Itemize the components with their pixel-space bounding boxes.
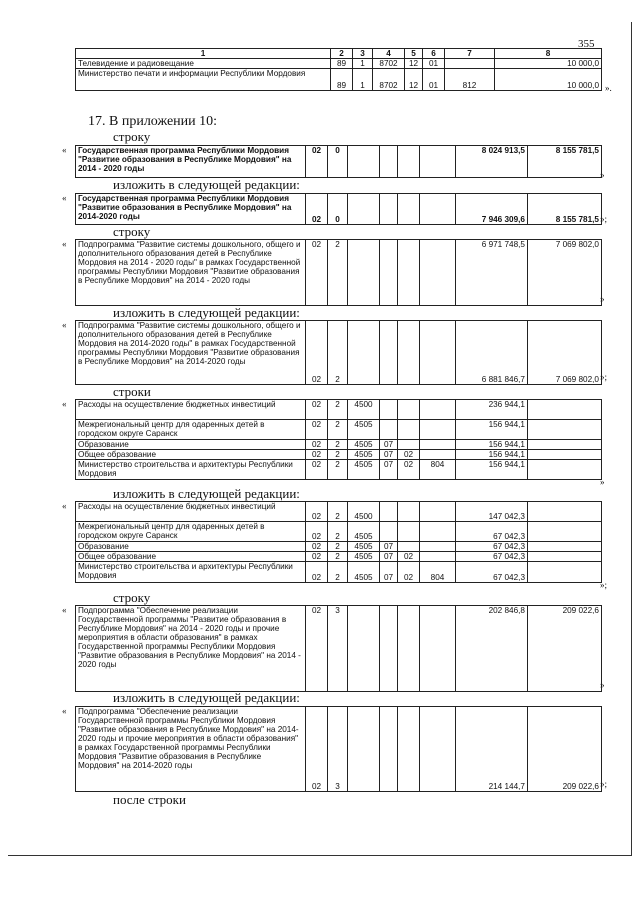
open-quote: « xyxy=(62,399,67,409)
table-subprogram2-old: Подпрограмма "Развитие системы дошкольного, общего и дополнительного образования детей в Республике Мордовия на 2014 - 2020 годы" в рамках Государственной программы Республики Мордовия "Развитие образования в Республике Мордовия" на 2014 - 2020 годы 02 2 6 971 748,5 7 069 802,0 xyxy=(75,239,602,306)
open-quote: « xyxy=(62,145,67,155)
table-subprogram3-new: Подпрограмма "Обеспечение реализации Государственной программы Республики Мордовия "Развитие образования в Республике Мордовия" на 2014-2020 годы и прочие мероприятия в области образования" в рамках Государственной программы Республики Мордовия "Развитие образования в Республике Мордовия" на 2014-2020 годы 02 3 214 144,7 209 022,6 xyxy=(75,706,602,792)
open-quote: « xyxy=(62,320,67,330)
close-quote: » xyxy=(600,294,605,304)
open-quote: « xyxy=(62,605,67,615)
phrase-izlozhit: изложить в следующей редакции: xyxy=(113,305,300,320)
table-row: Межрегиональный центр для одаренных детей в городском округе Саранск 02 2 4505 67 042,3 xyxy=(76,522,602,542)
close-quote: » xyxy=(600,477,605,487)
open-quote: « xyxy=(62,239,67,249)
header-row: 1 2 3 4 5 6 7 8 xyxy=(76,49,602,59)
table-row: Министерство строительства и архитектуры Республики Мордовия 02 2 4505 07 02 804 156 944,1 xyxy=(76,460,602,480)
phrase-stroku: строку xyxy=(113,590,151,605)
scan-edge-bottom xyxy=(8,855,632,856)
table-gp-old: Государственная программа Республики Мордовия "Развитие образования в Республике Мордовия" на 2014 - 2020 годы 02 0 8 024 913,5 8 155 781,5 xyxy=(75,145,602,178)
scan-edge-right xyxy=(631,22,632,855)
phrase-stroku: строку xyxy=(113,224,151,239)
table-row: Образование 02 2 4505 07 67 042,3 xyxy=(76,542,602,552)
table-investments-new xyxy=(75,501,602,583)
close-quote: »; xyxy=(600,372,608,382)
table-row: Телевидение и радиовещание 89 1 8702 12 01 10 000,0 xyxy=(76,59,602,69)
close-quote: ». xyxy=(605,83,612,93)
table-row: Министерство строительства и архитектуры Республики Мордовия 02 2 4505 07 02 804 67 042,3 xyxy=(76,562,602,583)
phrase-stroku: строку xyxy=(113,129,151,144)
phrase-izlozhit: изложить в следующей редакции: xyxy=(113,486,300,501)
table-row: Общее образование 02 2 4505 07 02 156 944,1 xyxy=(76,450,602,460)
close-quote: » xyxy=(600,680,605,690)
table-row: Министерство печати и информации Республики Мордовия 89 1 8702 12 01 812 10 000,0 xyxy=(76,69,602,91)
phrase-izlozhit: изложить в следующей редакции: xyxy=(113,690,300,705)
close-quote: »; xyxy=(600,779,608,789)
open-quote: « xyxy=(62,706,67,716)
table-row: Расходы на осуществление бюджетных инвестиций 02 2 4500 147 042,3 xyxy=(76,502,602,522)
table-row: Межрегиональный центр для одаренных детей в городском округе Саранск 02 2 4505 156 944,1 xyxy=(76,420,602,440)
table-row: Образование 02 2 4505 07 156 944,1 xyxy=(76,440,602,450)
close-quote: »; xyxy=(600,214,608,224)
table-investments-old xyxy=(75,399,602,480)
phrase-izlozhit: изложить в следующей редакции: xyxy=(113,177,300,192)
table-row: Расходы на осуществление бюджетных инвестиций 02 2 4500 236 944,1 xyxy=(76,400,602,420)
close-quote: » xyxy=(600,170,605,180)
table-subprogram2-new: Подпрограмма "Развитие системы дошкольного, общего и дополнительного образования детей в Республике Мордовия на 2014-2020 годы" в рамках Государственной программы Республики Мордовия "Развитие образования в Республике Мордовия" на 2014-2020 годы 02 2 6 881 846,7 7 069 802,0 xyxy=(75,320,602,385)
open-quote: « xyxy=(62,501,67,511)
table-top-fragment xyxy=(75,48,602,91)
phrase-stroki: строки xyxy=(113,384,151,399)
page-number: 355 xyxy=(578,38,595,50)
table-subprogram3-old: Подпрограмма "Обеспечение реализации Государственной программы "Развитие образования в Республике Мордовия" на 2014 - 2020 годы и прочие мероприятия в области образования" в рамках Государственной программы Республики Мордовия "Развитие образования в Республике Мордовия" на 2014 - 2020 годы 02 3 202 846,8 209 022,6 xyxy=(75,605,602,692)
close-quote: »; xyxy=(600,580,608,590)
table-row: Общее образование 02 2 4505 07 02 67 042,3 xyxy=(76,552,602,562)
section-heading: 17. В приложении 10: xyxy=(88,114,218,129)
phrase-posle-stroki: после строки xyxy=(113,792,186,807)
open-quote: « xyxy=(62,193,67,203)
table-gp-new: Государственная программа Республики Мордовия "Развитие образования в Республике Мордовия" на 2014-2020 годы 02 0 7 946 309,6 8 155 781,5 xyxy=(75,193,602,225)
